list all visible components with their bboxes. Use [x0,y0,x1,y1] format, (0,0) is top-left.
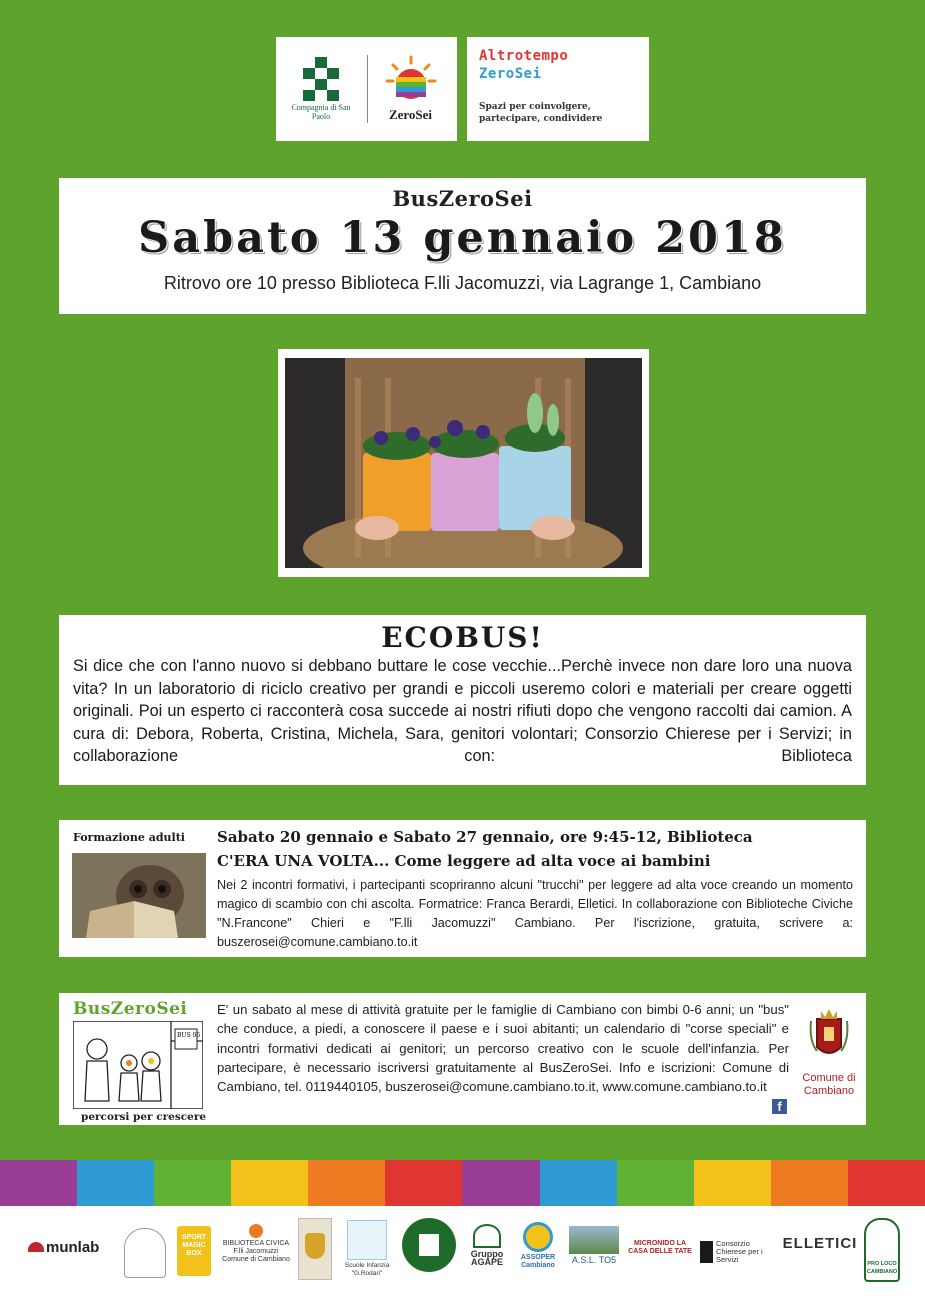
csp-label: Compagnia di San Paolo [291,103,351,121]
asl-text: A.S.L. TO5 [571,1255,617,1265]
istituto-logo [298,1218,332,1280]
gruppo-agape-logo [462,1224,512,1266]
partner-logos-footer [0,1206,925,1306]
buszerosei-logo [73,999,207,1123]
altrotempo-title [479,47,637,83]
sport-magic-box-logo: SPORT MAGIC BOX [177,1226,211,1276]
ecobus-box [59,615,866,785]
stripe-segment [0,1160,77,1206]
stripe-segment [231,1160,308,1206]
consorzio-logo [700,1240,774,1264]
formazione-box [59,820,866,957]
event-kicker: BusZeroSei [392,186,533,211]
buszerosei-tagline: percorsi per crescere [81,1111,207,1123]
facebook-icon[interactable]: f [772,1099,787,1114]
color-stripe [0,1160,925,1206]
title-box [59,178,866,314]
stripe-segment [694,1160,771,1206]
assoper-logo [514,1222,562,1270]
scuole-infanzia-logo [340,1220,394,1278]
elletici-logo: ELLETICI [782,1235,858,1252]
kids-icon [347,1220,387,1260]
compagnia-san-paolo-logo [286,57,356,121]
munlab-text: munlab [46,1239,100,1256]
comune-label: Comune di Cambiano [802,1072,856,1097]
altrotempo-logo-box [467,37,649,141]
landscape-icon [569,1226,619,1254]
formazione-tag: Formazione adulti [73,831,185,844]
shield-icon [305,1233,325,1259]
stripe-segment [617,1160,694,1206]
crayon-drawing-logo [124,1228,166,1278]
ecobus-title: ECOBUS! [381,621,544,654]
buszerosei-description: E' un sabato al mese di attività gratuite per le famiglie di Cambiano con bimbi 0-6 anni; un "bus" che conduce, a piedi, a conoscere il paese e i suoi abitanti; un calendario di "corse speciali" e incontri formativi dedicati ai genitori; un percorso creativo con le scuole dell'infanzia. Per partecipare, è necessario iscriversi gratuitamente al BusZeroSei. Info e iscrizioni: Comune di Cambiano, tel. 0119440105, buszerosei@comune.cambiano.to.it, www.comune.cambiano.to.it [217,1002,789,1095]
pro-loco-logo: PRO LOCO CAMBIANO [864,1218,900,1282]
door-icon [419,1234,439,1256]
owl-book-image [72,853,206,938]
circular-association-logo [402,1218,456,1272]
scuole-text: Scuole Infanzia "G.Rodari" [344,1262,390,1277]
zerosei-logo [367,55,447,123]
comune-cambiano-logo [799,1007,859,1098]
bus-sign: BUS 06 [177,1032,201,1039]
rainbow-sun-icon [385,55,437,105]
balloon-icon [249,1224,263,1238]
stripe-segment [77,1160,154,1206]
sun-icon [523,1222,553,1252]
stripe-segment [385,1160,462,1206]
assoper-text: ASSOPER Cambiano [520,1254,556,1269]
micronido-logo: MICRONIDO LA CASA DELLE TATE [628,1240,692,1255]
consorzio-text: Consorzio Chierese per i Servizi [716,1239,763,1264]
altrotempo-subtitle: Spazi per coinvolgere, partecipare, condividere [479,102,603,124]
zerosei-word: ZeroSei [479,66,542,82]
asl-logo [566,1226,622,1264]
logo-box-sponsors [276,37,457,141]
puzzle-icon [700,1241,713,1263]
ecobus-description: Si dice che con l'anno nuovo si debbano buttare le cose vecchie...Perchè invece non dare loro una nuova vita? In un laboratorio di riciclo creativo per grandi e piccoli useremo colori e materiali per creare oggetti originali. Poi un esperto ci racconterà cosa succede ai nostri rifiuti dopo che vengono raccolti dai camion. A cura di: Debora, Roberta, Cristina, Michela, Sara, genitori volontari; Consorzio Chierese per i Servizi; in collaborazione con: Biblioteca [73,657,852,766]
checker-icon [301,57,341,101]
stripe-segment [154,1160,231,1206]
stripe-segment [848,1160,925,1206]
photo-frame [278,349,649,577]
event-place: Ritrovo ore 10 presso Biblioteca F.lli Jacomuzzi, via Lagrange 1, Cambiano [163,273,762,293]
stripe-segment [540,1160,617,1206]
event-date: Sabato 13 gennaio 2018 [138,213,787,263]
stripe-segment [771,1160,848,1206]
stripe-segment [462,1160,539,1206]
zerosei-label: ZeroSei [388,107,433,122]
biblioteca-text: BIBLIOTECA CIVICA F.lli Jacomuzzi Comune di Cambiano [222,1240,290,1263]
stripe-segment [308,1160,385,1206]
formazione-description: Nei 2 incontri formativi, i partecipanti scopriranno alcuni "trucchi" per leggere ad alta voce creando un momento magico di scambio con chi ascolta. Formatrice: Franca Berardi, Elletici. In collaborazione con Biblioteche Civiche "N.Francone" Chieri e "F.lli Jacomuzzi" Cambiano. Per l'iscrizione, gratuita, scrivere a: buszerosei@comune.cambiano.to.it [217,878,853,949]
altrotempo-word: Altrotempo [479,48,569,64]
family-drawing [73,1021,203,1109]
munlab-logo [28,1239,100,1256]
formazione-title: C'ERA UNA VOLTA... Come leggere ad alta voce ai bambini [217,852,711,870]
coat-of-arms-icon [807,1007,851,1063]
formazione-dates: Sabato 20 gennaio e Sabato 27 gennaio, ore 9:45-12, Biblioteca [217,828,753,846]
agape-text: Gruppo AGAPE [470,1249,504,1267]
biblioteca-logo [220,1224,292,1264]
flower-pots-photo [285,358,642,568]
buszerosei-logo-title: BusZeroSei [73,999,188,1019]
buszerosei-info-box [59,993,866,1125]
leaf-icon [473,1224,501,1248]
